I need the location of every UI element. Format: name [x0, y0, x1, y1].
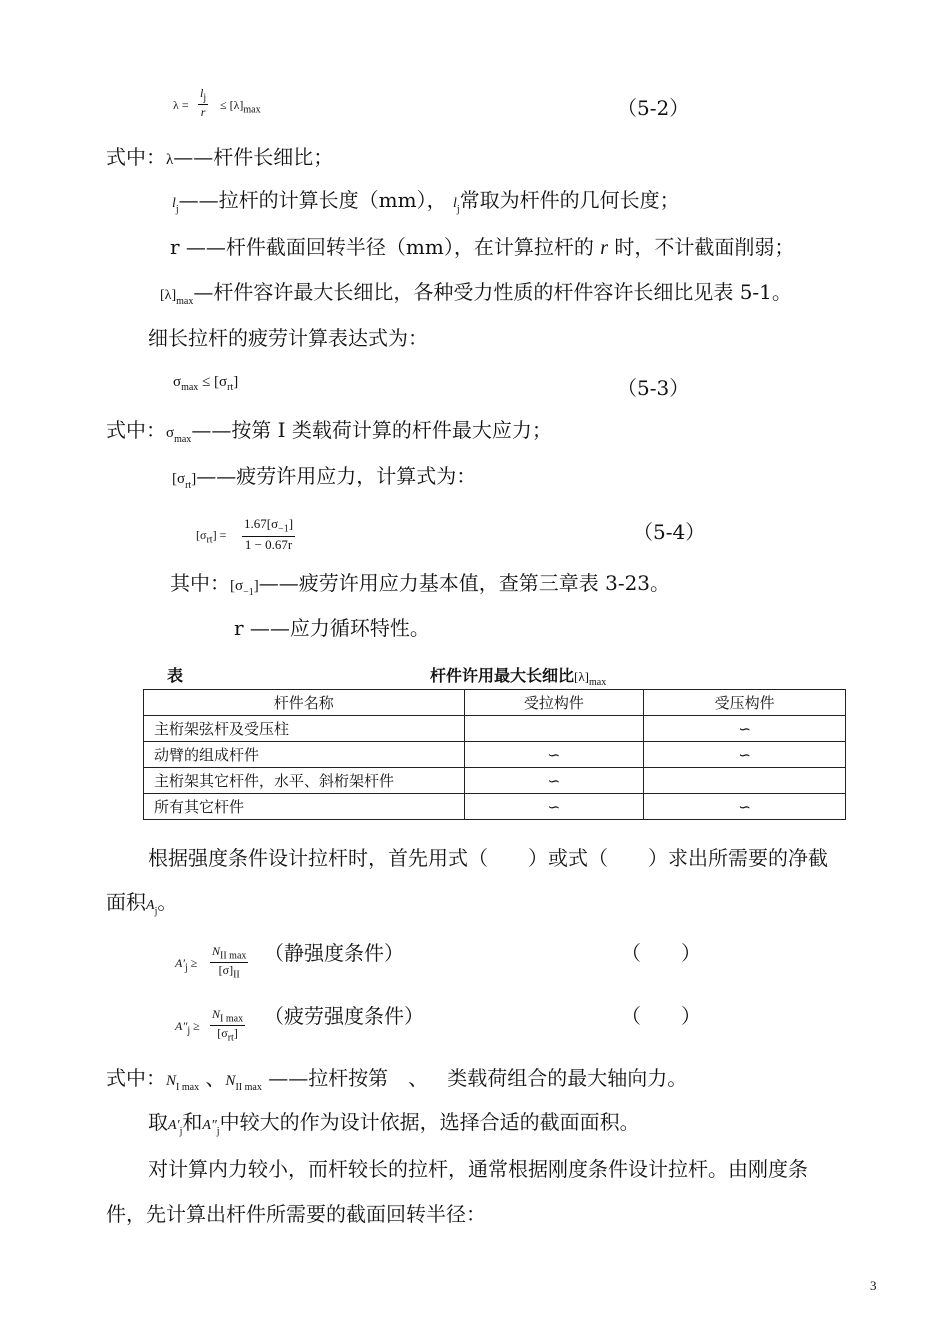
table-cell	[644, 768, 846, 794]
paragraph-choose-larger: 取$A'_j$和$A''_j$中较大的作为设计依据，选择合适的截面面积。	[148, 1110, 640, 1137]
table-cell	[464, 716, 644, 742]
definition-sigma-minus1: 其中：$[\sigma_{-1}]——$疲劳许用应力基本值，查第三章表 3-23。	[170, 571, 671, 598]
table-cell: ∽	[464, 768, 644, 794]
paragraph-strength-design: 根据强度条件设计拉杆时，首先用式（ ）或式（ ）求出所需要的净截	[148, 846, 828, 870]
table-cell: ∽	[464, 742, 644, 768]
eq-fraction: $N_{I max}$ $[\sigma_{rt}]$	[212, 1007, 244, 1044]
fatigue-intro: 细长拉杆的疲劳计算表达式为：	[148, 326, 428, 350]
table-cell: ∽	[644, 794, 846, 820]
definition-r-cycle: r ——应力循环特性。	[234, 616, 430, 640]
slenderness-table	[143, 689, 846, 820]
equation-number: （5-4）	[633, 520, 706, 544]
table-cell: 主桁架弦杆及受压柱	[144, 716, 465, 742]
table-row	[144, 716, 846, 742]
table-row	[144, 742, 846, 768]
equation-note: （疲劳强度条件）	[264, 1004, 424, 1028]
definition-lambda: 式中：λ——杆件长细比；	[106, 145, 334, 169]
equation-number: （ ）	[621, 1004, 701, 1028]
table-header: 受压构件	[644, 690, 846, 716]
equation-number: （ ）	[621, 941, 701, 965]
definition-sigma-max: 式中：$\sigma_{max}——$按第 I 类载荷计算的杆件最大应力；	[106, 418, 552, 445]
eq-lhs: λ =	[173, 98, 189, 112]
eq-fraction: $\frac{1.67[\sigma_{-1}]}{1 - 0.67r}$	[244, 516, 294, 552]
table-cell: ∽	[644, 742, 846, 768]
table-cell: 主桁架其它杆件，水平、斜桁架杆件	[144, 768, 465, 794]
table-cell: ∽	[644, 716, 846, 742]
equation-note: （静强度条件）	[264, 941, 404, 965]
table-header-row	[144, 690, 846, 716]
table-cell: 动臂的组成杆件	[144, 742, 465, 768]
table-cell: ∽	[464, 794, 644, 820]
equation-number: （5-2）	[617, 96, 690, 120]
page-number: 3	[870, 1278, 877, 1293]
definition-sigma-rt: $[\sigma_{rt}]——$疲劳许用应力，计算式为：	[172, 464, 477, 491]
definition-r: r ——杆件截面回转半径（mm），在计算拉杆的 r 时，不计截面削弱；	[170, 235, 795, 259]
paragraph-stiffness-design: 对计算内力较小，而杆较长的拉杆，通常根据刚度条件设计拉杆。由刚度条	[148, 1157, 808, 1181]
paragraph-radius-gyration: 件，先计算出杆件所需要的截面回转半径：	[106, 1202, 486, 1226]
table-cell: 所有其它杆件	[144, 794, 465, 820]
table-header: 受拉构件	[464, 690, 644, 716]
eq-rhs: ≤ $[\lambda]_{max}$	[220, 98, 261, 116]
definition-axial-force: 式中：$N_{I max}$ 、$N_{II max}$ ——拉杆按第 、 类载荷组合的最大轴向力。	[106, 1066, 688, 1093]
table-row	[144, 768, 846, 794]
table-title: 杆件许用最大长细比$[\lambda]_{max}$	[430, 666, 607, 689]
eq-fraction: $\frac{l_j}{r}$	[200, 86, 207, 120]
paragraph-net-area: 面积$A_j$。	[106, 890, 178, 917]
table-label: 表	[167, 666, 184, 685]
definition-lj: $l_j——$拉杆的计算长度（mm）， $l_j$常取为杆件的几何长度；	[172, 188, 680, 215]
table-row	[144, 794, 846, 820]
definition-lambda-max: $[\lambda]_{max}—$杆件容许最大长细比，各种受力性质的杆件容许长细比见表 5-1。	[160, 280, 792, 307]
eq-fraction: $N_{II max}$ $[\sigma]_{II}$	[212, 944, 247, 981]
equation-number: （5-3）	[617, 376, 690, 400]
table-header: 杆件名称	[144, 690, 465, 716]
